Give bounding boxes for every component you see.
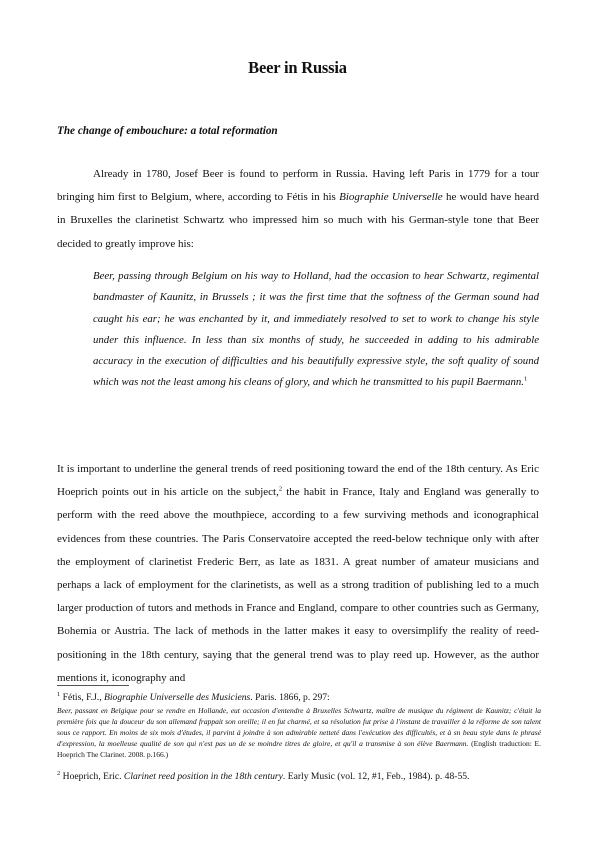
footnote-2-text-a: Hoeprich, Eric. — [60, 771, 124, 782]
footnote-1-quote — [57, 705, 541, 761]
paragraph-2-text-a: It is important to underline the general trends of reed positioning toward the end of the 18th century. As Eric Hoeprich points out in his article on the subject, — [57, 463, 539, 499]
footnote-1-book-title: Biographie Universelle des Musiciens — [104, 692, 251, 703]
footnote-1 — [57, 692, 541, 704]
block-quote-text: Beer, passing through Belgium on his way to Holland, had the occasion to hear Schwartz, regimental bandmaster of Kaunitz, in Brussels ; it was the first time that the softness of the German sound had caught his ear; he was enchanted by it, and immediately resolved to set to work to change his style under this influence. In less than six months of study, he succeeded in adding to his admirable accuracy in the execution of difficulties and his beautifully expressive style, the soft quality of sound which was not the least among his cleans of glory, and which he transmitted to his pupil Baermann. — [93, 270, 539, 389]
page-title: Beer in Russia — [248, 58, 347, 77]
footnote-1-french-quote: Beer, passant en Belgique pour se rendre en Hollande, eut occasion d'entendre à Bruxelles Schwartz, maître de musique du régiment de Kaunitz; c'était la première fois que la douceur du son allemand frappait son oreille; il en fut charmé, et sa résolution fut prise à l'instant de travailler à la réforme de son talent sous ce rapport. En moins de six mois d'études, il parvint à joindre à son admirable netteté dans l'exécution des difficultés, et à sn beau style dans le phrasé d'expression, la moelleuse qualité de son qui n'est pas un de se moindre titres de gloire, et qu'il a transmise à son élève Baermann. — [57, 705, 541, 749]
footnote-ref-1[interactable]: 1 — [523, 375, 528, 383]
paragraph-1 — [57, 163, 539, 256]
block-quote — [93, 266, 539, 394]
footnote-1-translation: (English traduction: E. Hoeprich The Clarinet. 2008. p.166.) — [57, 739, 541, 760]
paragraph-1-book-title: Biographie Universelle — [339, 191, 443, 204]
footnote-1-text-b: . Paris. 1866, p. 297: — [250, 692, 330, 703]
section-heading: The change of embouchure: a total reformation — [57, 125, 278, 137]
footnote-2-mark: 2 — [57, 769, 61, 777]
footnote-2-text-b: . Early Music (vol. 12, #1, Feb., 1984). p. 48-55. — [282, 771, 470, 782]
footnote-divider — [57, 685, 129, 686]
paragraph-2 — [57, 458, 539, 690]
footnote-2 — [57, 771, 541, 783]
paragraph-2-text-b: the habit in France, Italy and England was generally to perform with the reed above the mouthpiece, according to a few surviving methods and iconographical evidences from these countries. The Paris Conservatoire accepted the reed-below technique only with after the employment of clarinetist Frederic Berr, as late as 1831. A great number of amateur musicians and perhaps a lack of employment for the clarinetists, as well as a strong tradition of publishing led to a much larger production of tutors and methods in France and England, compare to other countries such as Germany, Bohemia or Austria. The lack of methods in the latter makes it easy to oversimplify the reality of reed-positioning in the 18th century, saying that the general trend was to play reed up. However, as the author mentions it, iconography and — [57, 486, 539, 684]
footnote-1-mark: 1 — [57, 690, 61, 698]
footnote-1-text-a: Fétis, F.J., — [60, 692, 104, 703]
footnote-ref-2[interactable]: 2 — [278, 485, 283, 493]
paragraph-1-text-a: Already in 1780, Josef Beer is found to perform in Russia. Having left Paris in 1779 for a tour bringing him first to Belgium, where, according to Fétis in his — [57, 168, 539, 204]
paragraph-1-text-b: he would have heard in Bruxelles the clarinetist Schwartz who impressed him so much with his German-style tone that Beer decided to greatly improve his: — [57, 191, 539, 250]
footnote-2-article-title: Clarinet reed position in the 18th century — [123, 771, 283, 782]
